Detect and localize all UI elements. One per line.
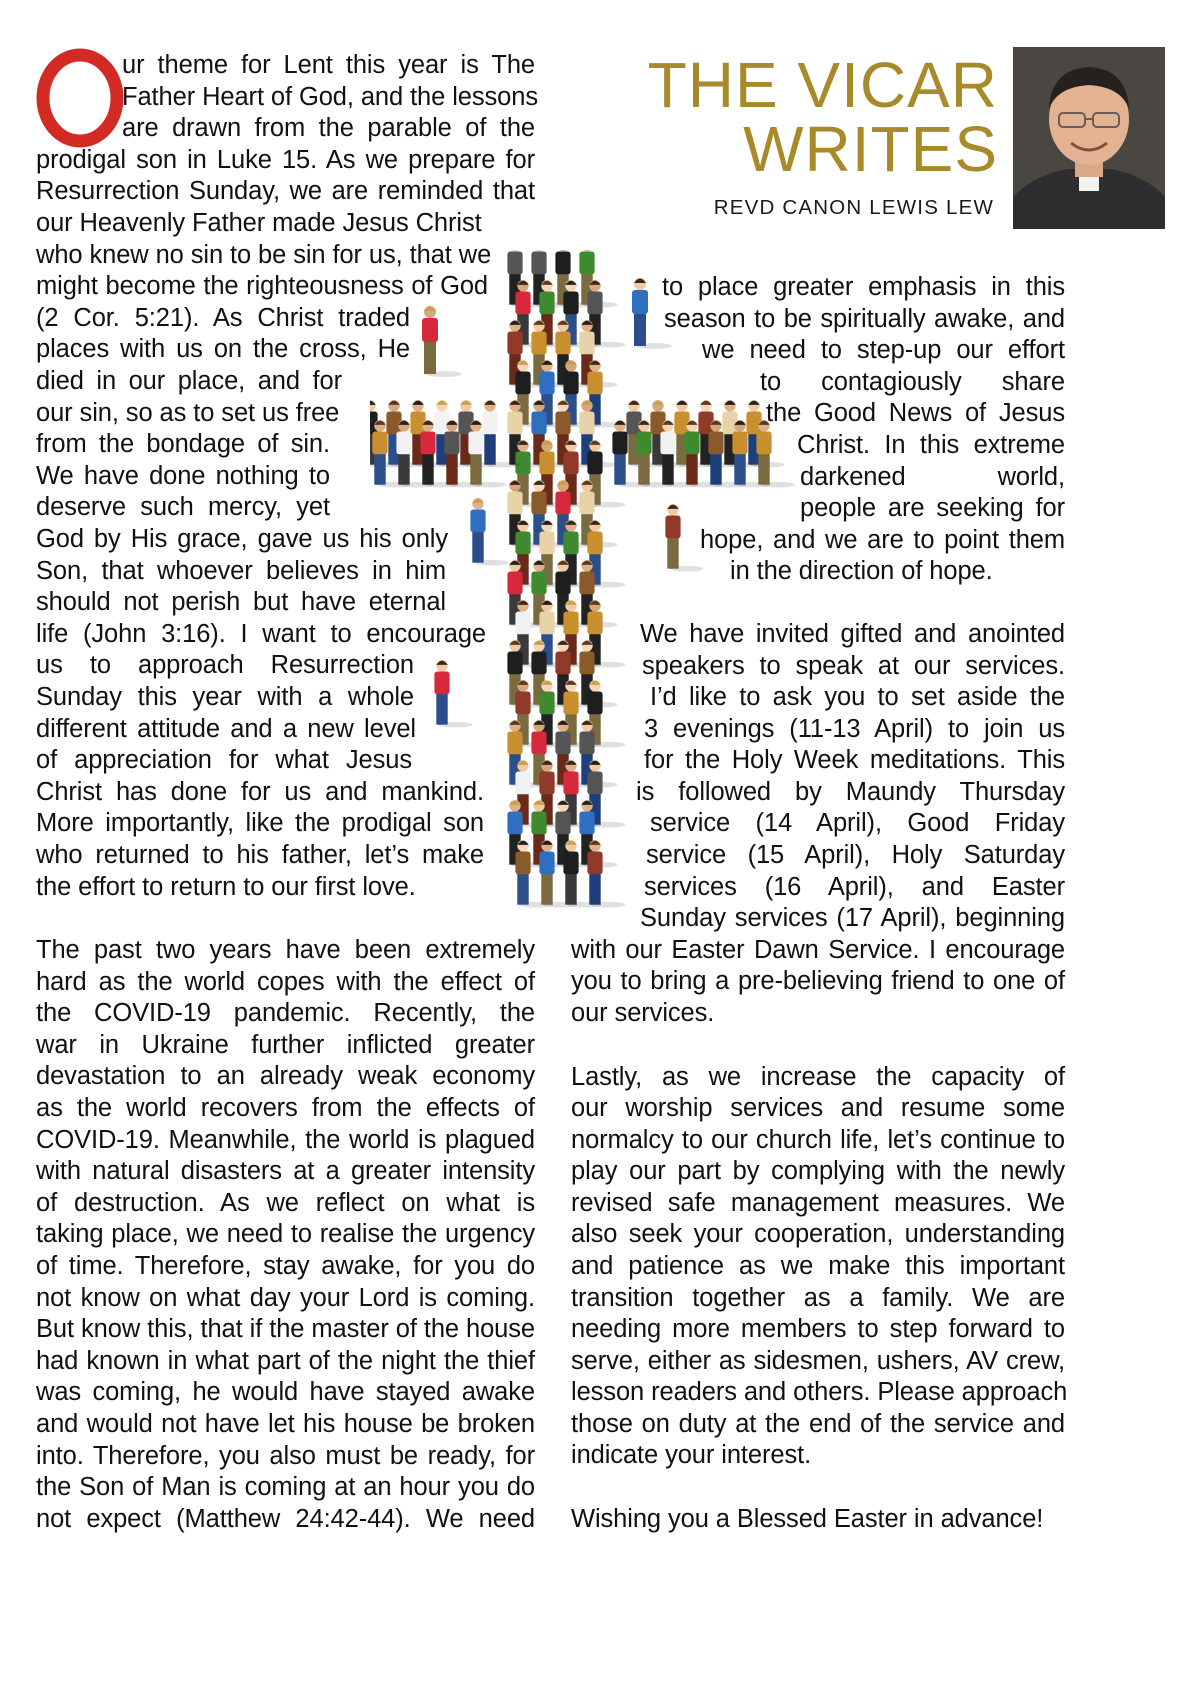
text-line: places with us on the cross, He xyxy=(36,335,410,364)
text-line: from the bondage of sin. xyxy=(36,430,330,459)
text-line: Christ has done for us and mankind. xyxy=(36,777,484,806)
text-line: into. Therefore, you also must be ready, for xyxy=(36,1441,535,1470)
text-line: Christ. In this extreme xyxy=(797,431,1065,459)
text-line: not expect (Matthew 24:42-44). We need xyxy=(36,1504,535,1533)
text-line: who knew no sin to be sin for us, that we xyxy=(36,240,492,269)
text-line: life (John 3:16). I want to encourage xyxy=(36,619,486,648)
text-line: are drawn from the parable of the xyxy=(122,114,535,143)
text-line: service (15 April), Holy Saturday xyxy=(646,841,1065,869)
text-line: our Heavenly Father made Jesus Christ xyxy=(36,209,482,237)
text-line: war in Ukraine further inflicted greater xyxy=(36,1030,535,1059)
text-line: But know this, that if the master of the house xyxy=(36,1315,535,1344)
text-line: needing more members to step forward to xyxy=(571,1315,1065,1343)
text-line: to contagiously share xyxy=(760,368,1065,396)
text-line: Sunday services (17 April), beginning xyxy=(640,904,1065,932)
text-line: devastation to an already weak economy xyxy=(36,1062,535,1091)
text-line: Father Heart of God, and the lessons xyxy=(122,82,538,111)
page-title-line2: WRITES xyxy=(743,113,998,185)
text-line: services (16 April), and Easter xyxy=(644,873,1065,901)
text-line: More importantly, like the prodigal son xyxy=(36,809,484,838)
text-line: people are seeking for xyxy=(800,494,1065,522)
text-line: darkened world, xyxy=(800,463,1065,491)
text-line: not know on what day your Lord is coming. xyxy=(36,1283,535,1312)
text-line: service (14 April), Good Friday xyxy=(650,809,1065,837)
text-line: for the Holy Week meditations. This xyxy=(644,746,1065,774)
vicar-portrait-photo xyxy=(1013,47,1165,229)
text-line: play our part by complying with the newly xyxy=(571,1157,1065,1185)
text-line: might become the righteousness of God xyxy=(36,272,488,301)
text-line: serve, either as sidesmen, ushers, AV crew, xyxy=(571,1347,1065,1375)
text-line: revised safe management measures. We xyxy=(571,1189,1065,1217)
text-line: you to bring a pre-believing friend to one of xyxy=(571,967,1065,995)
text-line: transition together as a family. We are xyxy=(571,1284,1065,1312)
text-line: and would not have let his house be broken xyxy=(36,1410,535,1438)
text-line: season to be spiritually awake, and xyxy=(664,305,1065,333)
text-line: should not perish but have eternal xyxy=(36,588,446,617)
text-line: normalcy to our church life, let’s continue to xyxy=(571,1126,1065,1154)
text-line: hard as the world copes with the effect of xyxy=(36,967,535,996)
page-title-line1: THE VICAR xyxy=(647,49,998,121)
text-line: also seek your cooperation, understanding xyxy=(571,1220,1065,1248)
text-line: of destruction. As we reflect on what is xyxy=(36,1188,535,1217)
text-line: died in our place, and for xyxy=(36,367,342,395)
text-line: the effort to return to our first love. xyxy=(36,872,416,901)
text-line: our services. xyxy=(571,999,715,1027)
text-line: in the direction of hope. xyxy=(730,557,993,585)
text-line: was coming, he would have stayed awake xyxy=(36,1378,535,1407)
text-line: our sin, so as to set us free xyxy=(36,398,340,427)
text-line: as the world recovers from the effects of xyxy=(36,1094,535,1122)
text-line: with natural disasters at a greater intensity xyxy=(36,1157,535,1186)
text-line: those on duty at the end of the service and xyxy=(571,1410,1065,1438)
text-line: hope, and we are to point them xyxy=(700,526,1065,554)
text-line: The past two years have been extremely xyxy=(36,936,535,964)
text-line: and patience as we make this important xyxy=(571,1252,1065,1280)
person-figure xyxy=(665,504,703,571)
text-line: of time. Therefore, stay awake, for you do xyxy=(36,1252,535,1280)
text-line: with our Easter Dawn Service. I encourage xyxy=(571,936,1065,964)
text-line: who returned to his father, let’s make xyxy=(36,841,484,869)
text-line: had known in what part of the night the thief xyxy=(36,1346,535,1375)
text-line: deserve such mercy, yet xyxy=(36,493,330,522)
text-line: God by His grace, gave us his only xyxy=(36,525,448,553)
text-line: Wishing you a Blessed Easter in advance! xyxy=(571,1505,1044,1533)
text-line: prodigal son in Luke 15. As we prepare for xyxy=(36,145,535,174)
person-figure xyxy=(587,840,625,907)
text-line: 3 evenings (11-13 April) to join us xyxy=(644,715,1065,743)
text-line: indicate your interest. xyxy=(571,1441,812,1469)
text-line: the Good News of Jesus xyxy=(766,399,1065,427)
text-line: Lastly, as we increase the capacity of xyxy=(571,1063,1065,1091)
text-line: of appreciation for what Jesus xyxy=(36,746,412,775)
text-line: is followed by Maundy Thursday xyxy=(636,778,1065,806)
person-figure xyxy=(422,306,462,377)
text-line: speakers to speak at our services. xyxy=(642,652,1065,680)
text-line: ur theme for Lent this year is The xyxy=(122,51,535,79)
drop-cap-letter-icon xyxy=(36,48,124,148)
drop-cap-o xyxy=(36,48,124,148)
text-line: us to approach Resurrection xyxy=(36,651,414,680)
portrait-icon xyxy=(1013,47,1165,229)
text-line: We have invited gifted and anointed xyxy=(640,620,1065,648)
text-line: We have done nothing to xyxy=(36,461,330,490)
text-line: to place greater emphasis in this xyxy=(662,273,1065,301)
text-line: Sunday this year with a whole xyxy=(36,683,414,711)
author-byline: REVD CANON LEWIS LEW xyxy=(713,196,994,219)
person-figure xyxy=(470,498,508,565)
text-line: I’d like to ask you to set aside the xyxy=(650,683,1065,711)
text-line: taking place, we need to realise the urgency xyxy=(36,1220,535,1249)
text-line: Resurrection Sunday, we are reminded that xyxy=(36,177,535,206)
person-figure xyxy=(434,660,472,727)
text-line: lesson readers and others. Please approach xyxy=(571,1378,1068,1406)
text-line: the Son of Man is coming at an hour you do xyxy=(36,1473,535,1502)
text-line: COVID-19. Meanwhile, the world is plagued xyxy=(36,1125,535,1154)
text-line: (2 Cor. 5:21). As Christ traded xyxy=(36,303,410,332)
text-line: we need to step-up our effort xyxy=(702,336,1065,364)
text-line: different attitude and a new level xyxy=(36,714,416,743)
text-line: our worship services and resume some xyxy=(571,1094,1065,1122)
text-line: the COVID-19 pandemic. Recently, the xyxy=(36,999,535,1028)
text-line: Son, that whoever believes in him xyxy=(36,556,446,585)
